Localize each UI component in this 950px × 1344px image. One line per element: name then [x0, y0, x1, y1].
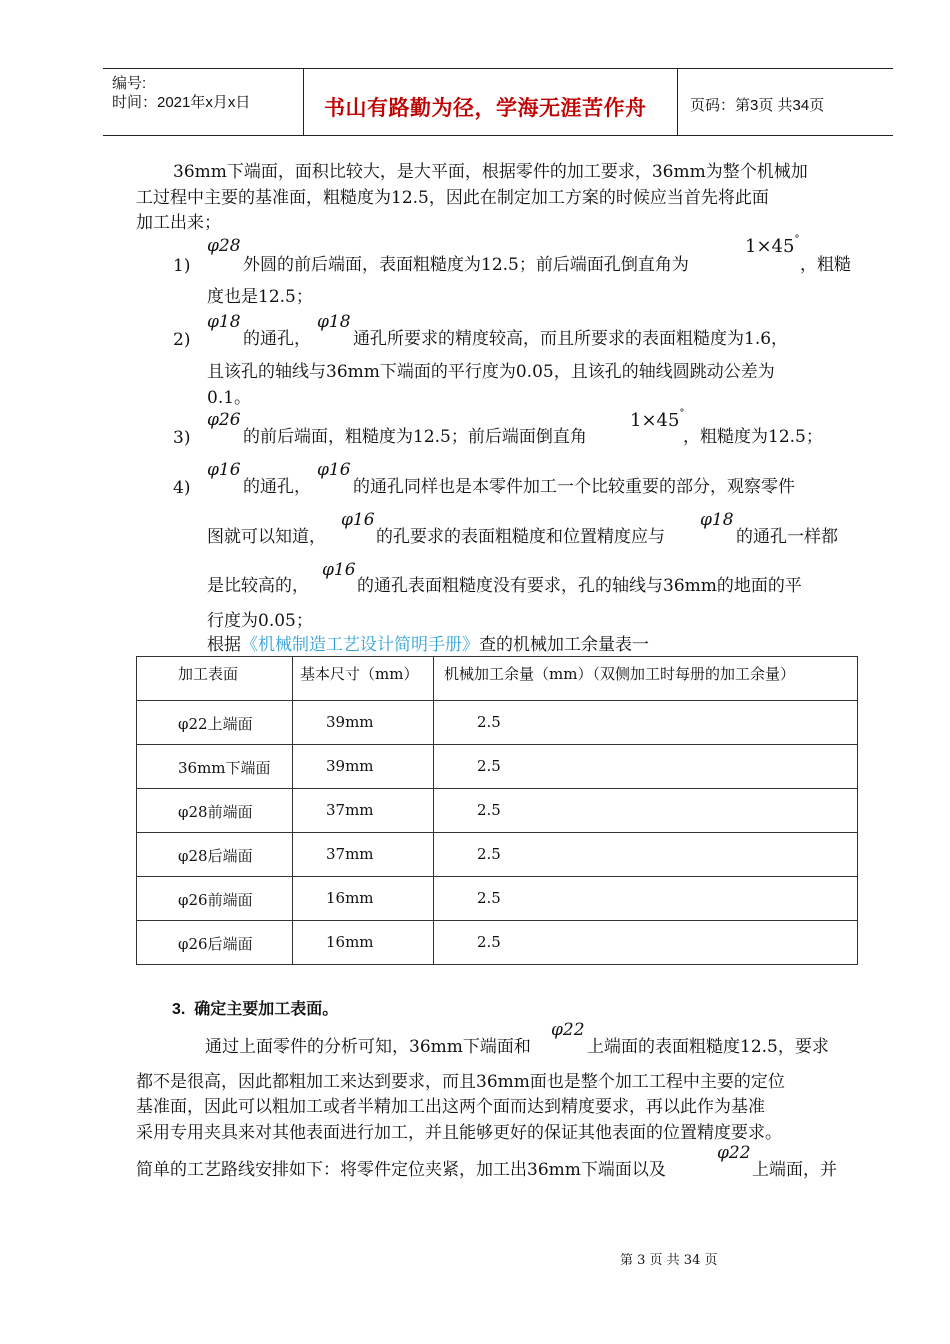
intro-line-1: 36mm下端面，面积比较大，是大平面，根据零件的加工要求，36mm为整个机械加 — [173, 162, 808, 182]
table-cell: 2.5 — [434, 921, 858, 965]
section-3-phi-symbol-b: φ22 — [717, 1143, 751, 1163]
item-2-phi-symbol-b: φ18 — [317, 312, 351, 332]
table-cell: φ22上端面 — [137, 701, 293, 745]
item-4-phi-symbol-a: φ16 — [207, 460, 241, 480]
table-header-cell: 加工表面 — [137, 657, 293, 701]
header-motto: 书山有路勤为径，学海无涯苦作舟 — [324, 97, 647, 120]
machining-allowance-table — [136, 656, 858, 965]
item-3-chamfer-formula — [630, 410, 684, 431]
item-3-formula-value: 1×45 — [630, 410, 680, 431]
item-4-line-4: 行度为0.05； — [207, 611, 313, 631]
item-3-degree-symbol: ° — [679, 408, 685, 419]
item-4-phi-symbol-e: φ16 — [322, 560, 356, 580]
table-cell: φ28前端面 — [137, 789, 293, 833]
table-cell: 2.5 — [434, 789, 858, 833]
table-cell: φ26后端面 — [137, 921, 293, 965]
item-2-line-3: 0.1。 — [207, 388, 252, 408]
item-4-line-3-a: 是比较高的， — [207, 576, 309, 596]
table-cell: φ26前端面 — [137, 877, 293, 921]
item-1-formula-value: 1×45 — [745, 236, 795, 257]
item-3-number: 3) — [173, 428, 191, 448]
item-4-phi-symbol-b: φ16 — [317, 460, 351, 480]
intro-line-3: 加工出来； — [136, 213, 221, 233]
document-number-label: 编号: — [112, 75, 147, 92]
item-4-line-2-a: 图就可以知道， — [207, 527, 326, 547]
table-caption — [207, 635, 649, 655]
table-header-cell: 基本尺寸（mm） — [293, 657, 434, 701]
section-3-line-5-b: 上端面，并 — [752, 1160, 837, 1180]
item-3-text-a: 的前后端面，粗糙度为12.5；前后端面倒直角 — [243, 427, 587, 447]
item-3-text-b: ，粗糙度为12.5； — [683, 427, 823, 447]
table-cell: 2.5 — [434, 745, 858, 789]
table-cell: 39mm — [293, 701, 434, 745]
table-cell: 2.5 — [434, 877, 858, 921]
item-1-number: 1) — [173, 256, 191, 276]
table-cell: 36mm下端面 — [137, 745, 293, 789]
table-caption-suffix: 查的机械加工余量表一 — [479, 635, 649, 655]
table-row — [137, 877, 858, 921]
table-cell: 37mm — [293, 789, 434, 833]
table-cell: φ28后端面 — [137, 833, 293, 877]
table-caption-prefix: 根据 — [207, 635, 241, 655]
item-4-number: 4) — [173, 478, 191, 498]
item-1-text-a: 外圆的前后端面，表面粗糙度为12.5；前后端面孔倒直角为 — [243, 255, 689, 275]
item-1-line-2: 度也是12.5； — [207, 287, 313, 307]
document-time-label: 时间：2021年x月x日 — [112, 94, 251, 111]
table-row — [137, 921, 858, 965]
table-header-row — [137, 657, 858, 701]
item-4-line-3-b: 的通孔表面粗糙度没有要求，孔的轴线与36mm的地面的平 — [357, 576, 802, 596]
item-4-text-b: 的通孔同样也是本零件加工一个比较重要的部分，观察零件 — [353, 477, 795, 497]
item-1-chamfer-formula — [745, 236, 799, 257]
table-cell: 16mm — [293, 877, 434, 921]
table-cell: 37mm — [293, 833, 434, 877]
item-2-number: 2) — [173, 330, 191, 350]
table-row — [137, 789, 858, 833]
item-4-line-2-c: 的通孔一样都 — [736, 527, 838, 547]
page-footer: 第 3 页 共 34 页 — [620, 1253, 718, 1268]
section-3-line-5-a: 简单的工艺路线安排如下：将零件定位夹紧，加工出36mm下端面以及 — [136, 1160, 666, 1180]
table-cell: 39mm — [293, 745, 434, 789]
table-cell: 2.5 — [434, 701, 858, 745]
table-row — [137, 701, 858, 745]
section-3-heading: 3. 确定主要加工表面。 — [172, 1001, 339, 1018]
table-cell: 16mm — [293, 921, 434, 965]
item-4-phi-symbol-c: φ16 — [341, 510, 375, 530]
item-4-text-a: 的通孔， — [243, 477, 311, 497]
item-4-line-2-b: 的孔要求的表面粗糙度和位置精度应与 — [376, 527, 665, 547]
table-cell: 2.5 — [434, 833, 858, 877]
section-3-line-1-a: 通过上面零件的分析可知，36mm下端面和 — [205, 1037, 531, 1057]
item-1-degree-symbol: ° — [794, 234, 800, 245]
section-3-line-2: 都不是很高，因此都粗加工来达到要求，而且36mm面也是整个加工工程中主要的定位 — [136, 1072, 785, 1092]
intro-line-2: 工过程中主要的基准面，粗糙度为12.5，因此在制定加工方案的时候应当首先将此面 — [136, 188, 769, 208]
table-header-cell: 机械加工余量（mm）（双侧加工时每册的加工余量） — [434, 657, 858, 701]
section-3-phi-symbol-a: φ22 — [551, 1020, 585, 1040]
table-row — [137, 833, 858, 877]
handbook-link[interactable]: 《机械制造工艺设计简明手册》 — [241, 635, 479, 655]
item-2-line-2: 且该孔的轴线与36mm下端面的平行度为0.05，且该孔的轴线圆跳动公差为 — [207, 362, 775, 382]
item-3-phi-symbol: φ26 — [207, 410, 241, 430]
section-3-line-3: 基准面，因此可以粗加工或者半精加工出这两个面而达到精度要求，再以此作为基准 — [136, 1097, 765, 1117]
item-2-text-a: 的通孔， — [243, 329, 311, 349]
section-3-line-4: 采用专用夹具来对其他表面进行加工，并且能够更好的保证其他表面的位置精度要求。 — [136, 1123, 782, 1143]
item-2-text-b: 通孔所要求的精度较高，而且所要求的表面粗糙度为1.6， — [353, 329, 789, 349]
item-1-phi-symbol: φ28 — [207, 236, 241, 256]
item-4-phi-symbol-d: φ18 — [700, 510, 734, 530]
table-row — [137, 745, 858, 789]
item-1-text-b: ，粗糙 — [800, 255, 851, 275]
section-3-line-1-b: 上端面的表面粗糙度12.5，要求 — [587, 1037, 829, 1057]
item-2-phi-symbol-a: φ18 — [207, 312, 241, 332]
header-page-label: 页码：第3页 共34页 — [690, 97, 825, 114]
